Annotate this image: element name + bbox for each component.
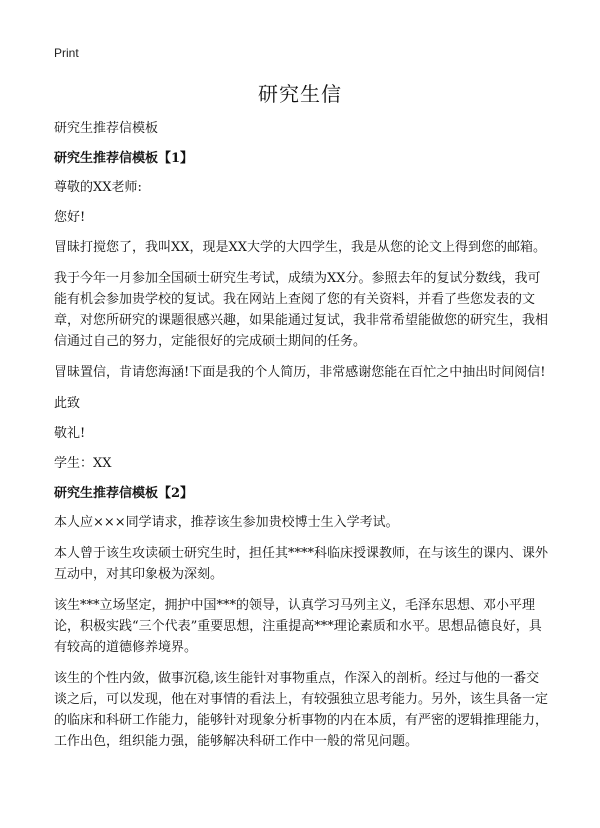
signature: 学生：XX <box>54 456 112 471</box>
paragraph: 该生的个性内敛，做事沉稳,该生能针对事物重点，作深入的剖析。经过与他的一番交谈之后，可以发现，他在对事情的看法上，有较强独立思考能力。另外，该生具备一定的临床和科研工作能力，能够针对现象分析事物的内在本质，有严密的逻辑推理能力，工作出色，组织能力强，能够解决科研工作中一般的常见问题。 <box>54 671 549 749</box>
print-link[interactable]: Print <box>54 46 79 60</box>
paragraph: 冒昧打搅您了，我叫XX，现是XX大学的大四学生，我是从您的论文上得到您的邮箱。 <box>54 240 547 255</box>
document-subtitle: 研究生推荐信模板 <box>54 121 159 136</box>
section-heading-template-2: 研究生推荐信模板【2】 <box>54 486 194 501</box>
greeting: 您好! <box>54 210 86 225</box>
salutation: 尊敬的XX老师: <box>54 180 142 195</box>
document-body <box>54 118 552 762</box>
page-title: 研究生信 <box>258 82 342 106</box>
section-heading-template-1: 研究生推荐信模板【1】 <box>54 151 194 166</box>
paragraph: 本人曾于该生攻读硕士研究生时，担任其****科临床授课教师，在与该生的课内、课外互动中，对其印象极为深刻。 <box>54 546 549 582</box>
paragraph: 该生***立场坚定，拥护中国***的领导，认真学习马列主义，毛泽东思想、邓小平理论，积极实践“三个代表”重要思想，注重提高***理论素质和水平。思想品德良好，具有较高的道德修养境界。 <box>54 598 542 655</box>
closing-line: 此致 <box>54 396 81 411</box>
paragraph: 我于今年一月参加全国硕士研究生考试，成绩为XX分。参照去年的复试分数线，我可能有机会参加贵学校的复试。我在网站上查阅了您的有关资料，并看了些您发表的文章，对您所研究的课题很感兴趣，如果能通过复试，我非常希望能做您的研究生，我相信通过自己的努力，定能很好的完成硕士期间的任务。 <box>54 271 549 349</box>
closing-line: 敬礼! <box>54 426 86 441</box>
paragraph: 本人应×××同学请求，推荐该生参加贵校博士生入学考试。 <box>54 515 399 530</box>
paragraph: 冒昧置信，肯请您海涵!下面是我的个人简历，非常感谢您能在百忙之中抽出时间阅信! <box>54 365 546 380</box>
